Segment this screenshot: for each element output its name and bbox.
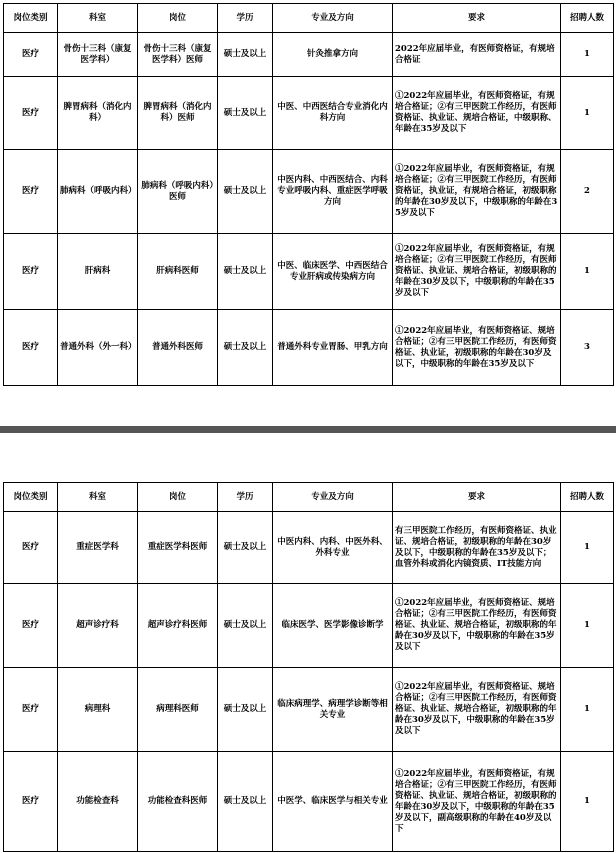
- cell-post: 普通外科医师: [138, 310, 218, 386]
- cell-count: 1: [561, 77, 614, 150]
- cell-dept: 超声诊疗科: [58, 584, 138, 668]
- cell-edu: 硕士及以上: [218, 310, 273, 386]
- table-row: [4, 512, 614, 584]
- table-row: [4, 150, 614, 234]
- cell-dept: 功能检查科: [58, 752, 138, 852]
- cell-count: 1: [561, 584, 614, 668]
- cell-edu: 硕士及以上: [218, 668, 273, 752]
- cell-post: 功能检查科医师: [138, 752, 218, 852]
- cell-category: 医疗: [4, 584, 58, 668]
- cell-dept: 病理科: [58, 668, 138, 752]
- recruitment-table-bottom: [3, 482, 614, 852]
- cell-category: 医疗: [4, 752, 58, 852]
- cell-post: 重症医学科医师: [138, 512, 218, 584]
- cell-post: 脾胃病科（消化内科）医师: [138, 77, 218, 150]
- cell-req: ①2022年应届毕业，有医师资格证，有规培合格证；②有三甲医院工作经历，有医师资格证，执业证，有规培合格证，初级职称的年龄在30岁及以下，中级职称的年龄在35岁及以下: [393, 150, 561, 234]
- cell-dept: 肝病科: [58, 234, 138, 310]
- table-row: [4, 584, 614, 668]
- cell-req: ①2022年应届毕业，有医师资格证、规培合格证；②有三甲医院工作经历，有医师资格证、执业证、规培合格证，初级职称的年龄在30岁及以下，中级职称的年龄在35岁及以下: [393, 668, 561, 752]
- cell-dept: 骨伤十三科（康复医学科）: [58, 33, 138, 77]
- cell-category: 医疗: [4, 77, 58, 150]
- cell-req: ①2022年应届毕业，有医师资格证，有规培合格证；②有三甲医院工作经历，有医师资格证、执业证、规培合格证，初级职称的年龄在30岁及以下，中级职称的年龄在35岁及以下，副高级职称的年龄在40岁及以下: [393, 752, 561, 852]
- table-row: [4, 77, 614, 150]
- header-category: 岗位类别: [4, 483, 58, 512]
- cell-post: 肺病科（呼吸内科）医师: [138, 150, 218, 234]
- cell-req: ①2022年应届毕业，有医师资格证，有规培合格证；②有三甲医院工作经历，有医师资格证、执业证、规培合格证，中级职称、年龄在35岁及以下: [393, 77, 561, 150]
- cell-major: 中医、中西医结合专业消化内科方向: [273, 77, 393, 150]
- cell-post: 病理科医师: [138, 668, 218, 752]
- cell-dept: 普通外科（外一科）: [58, 310, 138, 386]
- cell-dept: 脾胃病科（消化内科）: [58, 77, 138, 150]
- header-count: 招聘人数: [561, 483, 614, 512]
- cell-category: 医疗: [4, 668, 58, 752]
- cell-edu: 硕士及以上: [218, 512, 273, 584]
- table-row: [4, 33, 614, 77]
- header-count: 招聘人数: [561, 4, 614, 33]
- header-post: 岗位: [138, 4, 218, 33]
- header-edu: 学历: [218, 483, 273, 512]
- cell-count: 1: [561, 234, 614, 310]
- cell-req: ①2022年应届毕业，有医师资格证、规培合格证；②有三甲医院工作经历，有医师资格证、执业证、规培合格证，初级职称的年龄在30岁及以下，中级职称的年龄在35岁及以下: [393, 584, 561, 668]
- table-row: [4, 234, 614, 310]
- cell-category: 医疗: [4, 33, 58, 77]
- cell-count: 1: [561, 512, 614, 584]
- header-edu: 学历: [218, 4, 273, 33]
- cell-major: 临床医学、医学影像诊断学: [273, 584, 393, 668]
- cell-major: 中医、临床医学、中西医结合专业肝病或传染病方向: [273, 234, 393, 310]
- recruitment-table-top: [3, 3, 614, 386]
- cell-major: 中医学、临床医学与相关专业: [273, 752, 393, 852]
- cell-post: 超声诊疗科医师: [138, 584, 218, 668]
- table-row: [4, 752, 614, 852]
- cell-major: 临床病理学、病理学诊断等相关专业: [273, 668, 393, 752]
- header-dept: 科室: [58, 483, 138, 512]
- header-row: [4, 483, 614, 512]
- cell-post: 骨伤十三科（康复医学科）医师: [138, 33, 218, 77]
- header-post: 岗位: [138, 483, 218, 512]
- cell-category: 医疗: [4, 512, 58, 584]
- header-req: 要求: [393, 4, 561, 33]
- cell-category: 医疗: [4, 234, 58, 310]
- cell-count: 1: [561, 33, 614, 77]
- cell-major: 中医内科、内科、中医外科、外科专业: [273, 512, 393, 584]
- cell-req: ①2022年应届毕业，有医师资格证、规培合格证；②有三甲医院工作经历，有医师资格证、执业证，初级职称的年龄在30岁及以下，中级职称的年龄在35岁及以下: [393, 310, 561, 386]
- cell-major: 针灸推拿方向: [273, 33, 393, 77]
- cell-post: 肝病科医师: [138, 234, 218, 310]
- cell-category: 医疗: [4, 150, 58, 234]
- cell-req: ①2022年应届毕业，有医师资格证，有规培合格证；②有三甲医院工作经历，有医师资格证、执业证、规培合格证，初级职称的年龄在30岁及以下，中级职称的年龄在35岁及以下: [393, 234, 561, 310]
- header-major: 专业及方向: [273, 483, 393, 512]
- cell-edu: 硕士及以上: [218, 77, 273, 150]
- cell-major: 普通外科专业胃肠、甲乳方向: [273, 310, 393, 386]
- cell-count: 3: [561, 310, 614, 386]
- cell-edu: 硕士及以上: [218, 752, 273, 852]
- cell-req: 2022年应届毕业，有医师资格证，有规培合格证: [393, 33, 561, 77]
- cell-count: 1: [561, 668, 614, 752]
- cell-major: 中医内科、中西医结合、内科专业呼吸内科、重症医学呼吸方向: [273, 150, 393, 234]
- cell-category: 医疗: [4, 310, 58, 386]
- cell-edu: 硕士及以上: [218, 150, 273, 234]
- cell-dept: 重症医学科: [58, 512, 138, 584]
- table-row: [4, 310, 614, 386]
- table-row: [4, 668, 614, 752]
- cell-edu: 硕士及以上: [218, 33, 273, 77]
- header-category: 岗位类别: [4, 4, 58, 33]
- cell-edu: 硕士及以上: [218, 584, 273, 668]
- cell-dept: 肺病科（呼吸内科）: [58, 150, 138, 234]
- cell-req: 有三甲医院工作经历，有医师资格证、执业证、规培合格证，初级职称的年龄在30岁及以下，中级职称的年龄在35岁及以下；血管外科或消化内镜资质、IT技能方向: [393, 512, 561, 584]
- header-dept: 科室: [58, 4, 138, 33]
- header-major: 专业及方向: [273, 4, 393, 33]
- cell-count: 1: [561, 752, 614, 852]
- header-row: [4, 4, 614, 33]
- section-divider: [0, 426, 616, 433]
- header-req: 要求: [393, 483, 561, 512]
- cell-edu: 硕士及以上: [218, 234, 273, 310]
- cell-count: 2: [561, 150, 614, 234]
